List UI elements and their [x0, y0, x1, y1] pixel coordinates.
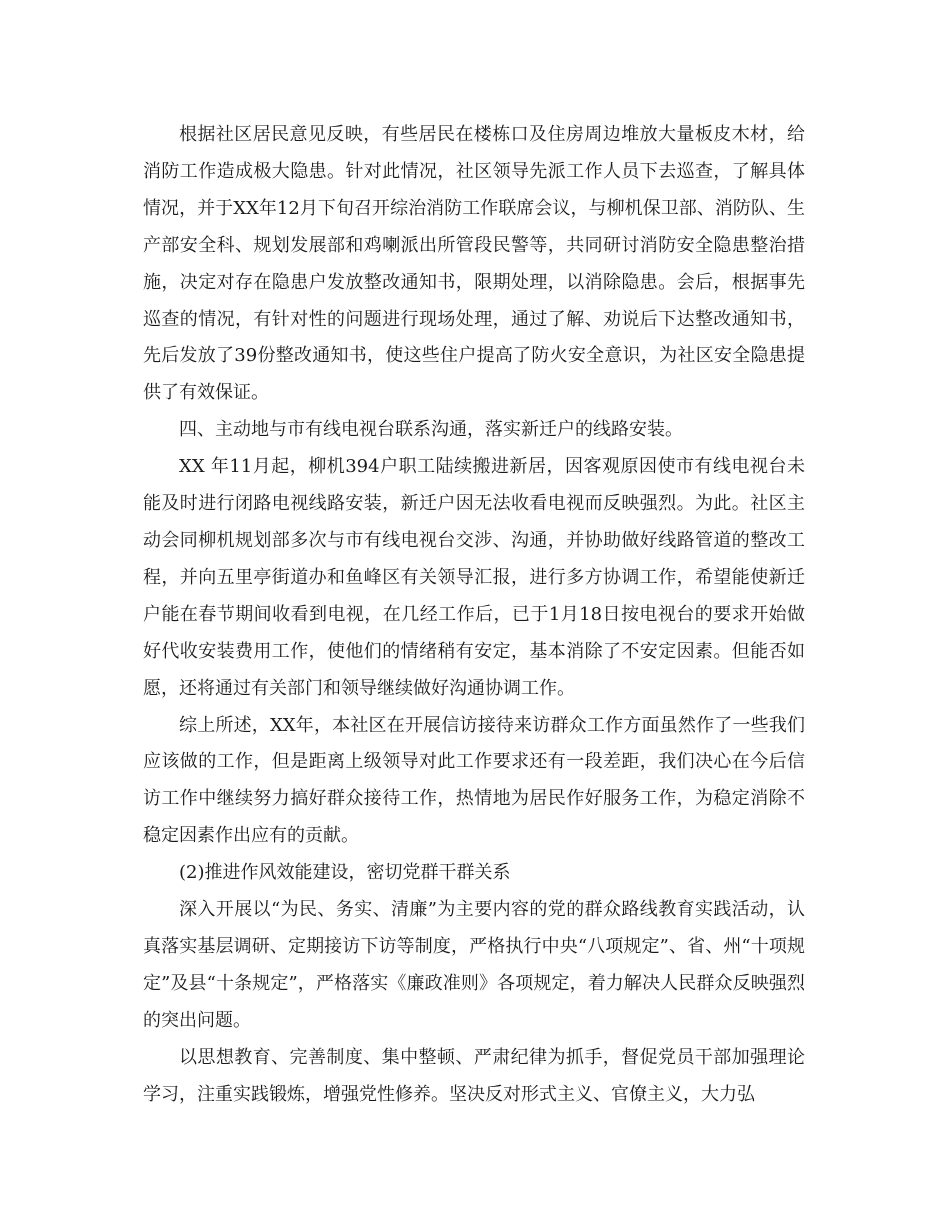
paragraph-cable-tv: XX 年11月起，柳机394户职工陆续搬进新居，因客观原因使市有线电视台未能及时进行闭路电视线路安装，新迁户因无法收看电视而反映强烈。为此。社区主动会同柳机规划部多次与市有线电视台交涉、沟通，并协助做好线路管道的整改工程，并向五里亭街道办和鱼峰区有关领导汇报，进行多方协调工作，希望能使新迁户能在春节期间收看到电视，在几经工作后，已于1月18日按电视台的要求开始做好代收安装费用工作，使他们的情绪稍有安定，基本消除了不安定因素。但能否如愿，还将通过有关部门和领导继续做好沟通协调工作。: [143, 456, 805, 699]
paragraph-summary: 综上所述，XX年，本社区在开展信访接待来访群众工作方面虽然作了一些我们应该做的工作，但是距离上级领导对此工作要求还有一段差距，我们决心在今后信访工作中继续努力搞好群众接待工作，热情地为居民作好服务工作，为稳定消除不稳定因素作出应有的贡献。: [143, 714, 805, 847]
paragraph-ideological-education: 以思想教育、完善制度、集中整顿、严肃纪律为抓手，督促党员干部加强理论学习，注重实践锻炼，增强党性修养。坚决反对形式主义、官僚主义，大力弘: [143, 1046, 805, 1105]
paragraph-fire-safety: 根据社区居民意见反映，有些居民在楼栋口及住房周边堆放大量板皮木材，给消防工作造成极大隐患。针对此情况，社区领导先派工作人员下去巡查，了解具体情况，并于XX年12月下旬召开综治消防工作联席会议，与柳机保卫部、消防队、生产部安全科、规划发展部和鸡喇派出所管段民警等，共同研讨消防安全隐患整治措施，决定对存在隐患户发放整改通知书，限期处理，以消除隐患。会后，根据事先巡查的情况，有针对性的问题进行现场处理，通过了解、劝说后下达整改通知书，先后发放了39份整改通知书，使这些住户提高了防火安全意识，为社区安全隐患提供了有效保证。: [143, 124, 805, 404]
section-heading-cable-tv: 四、主动地与市有线电视台联系沟通，落实新迁户的线路安装。: [179, 419, 683, 441]
paragraph-mass-line: 深入开展以“为民、务实、清廉”为主要内容的党的群众路线教育实践活动，认真落实基层调研、定期接访下访等制度，严格执行中央“八项规定”、省、州“十项规定”及县“十条规定”，严格落实《廉政准则》各项规定，着力解决人民群众反映强烈的突出问题。: [143, 899, 805, 1031]
section-heading-work-style: (2)推进作风效能建设，密切党群干群关系: [179, 862, 511, 884]
document-body: [143, 117, 805, 1113]
